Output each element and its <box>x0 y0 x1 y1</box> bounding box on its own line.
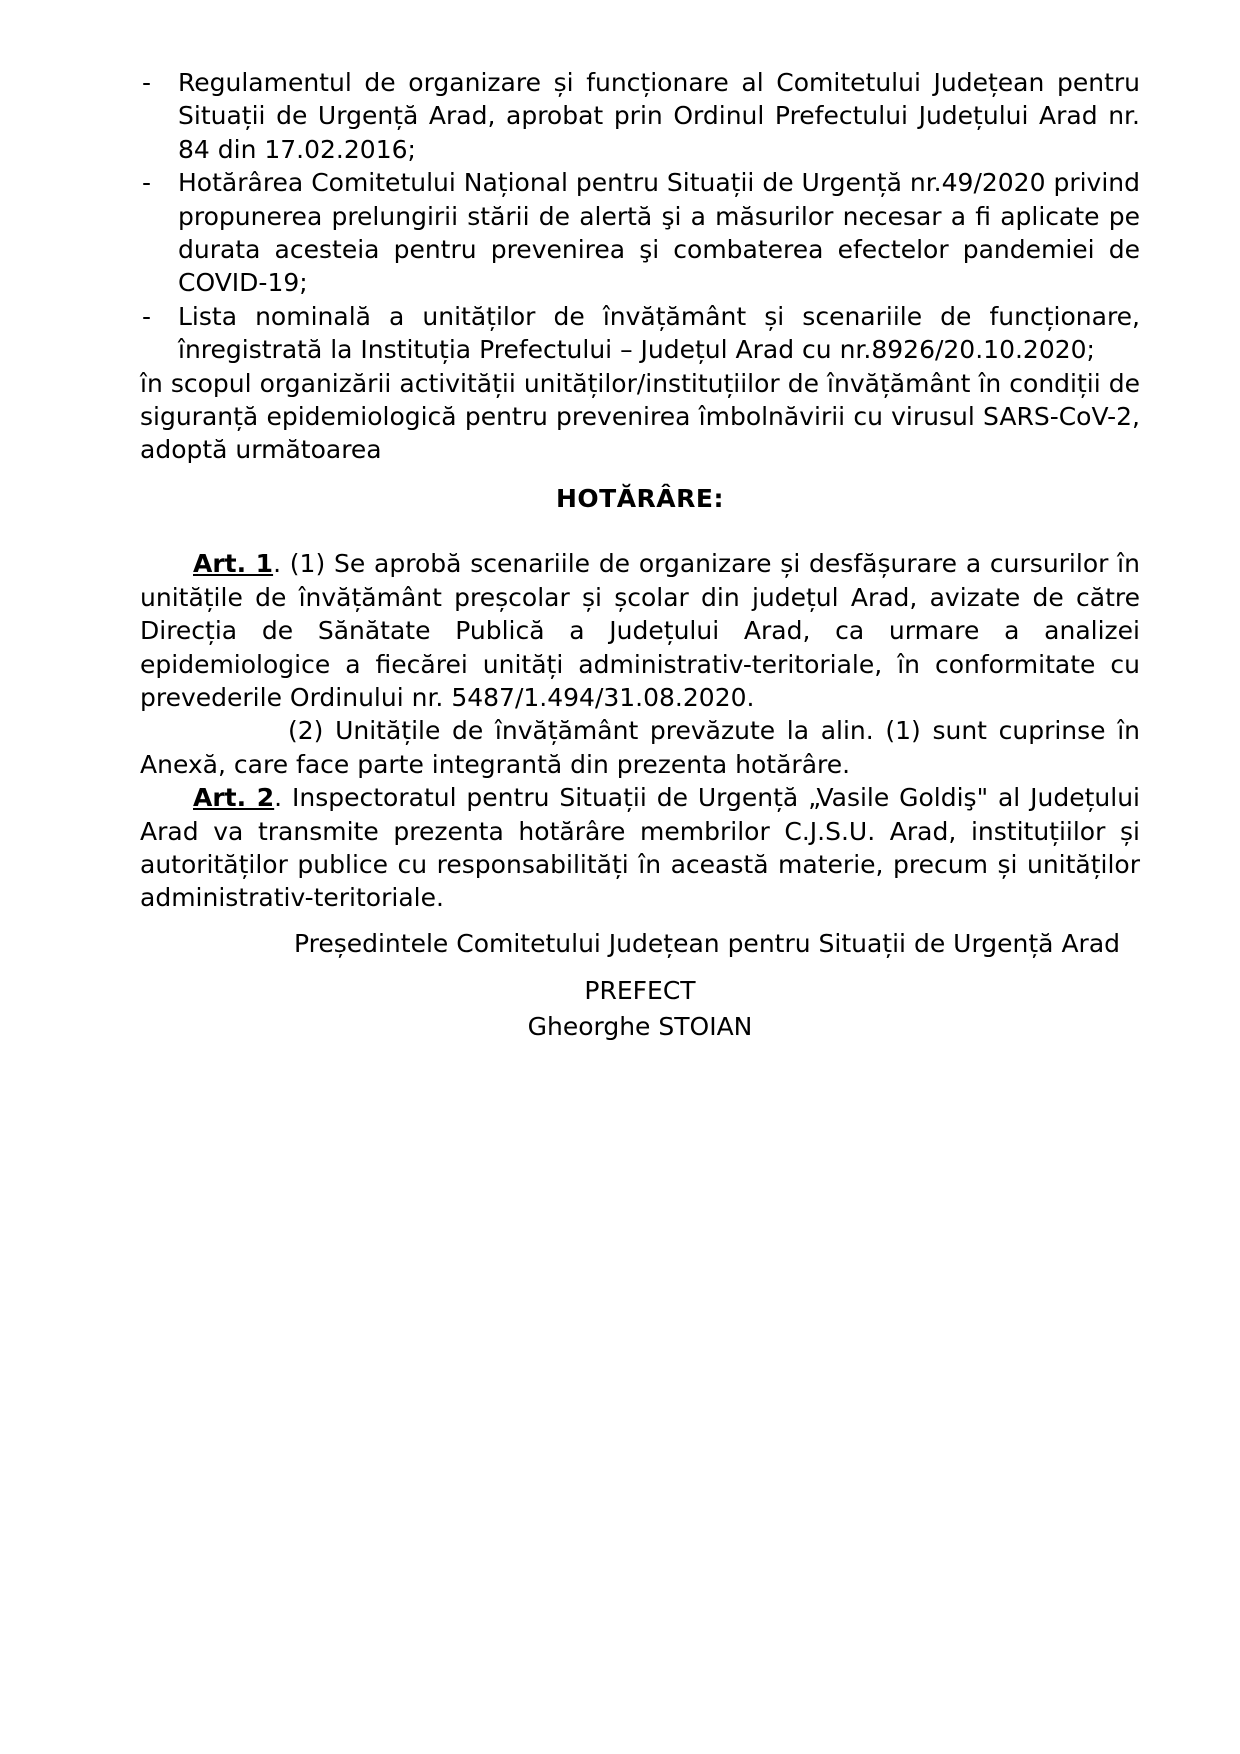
bullet-text: Hotărârea Comitetului Național pentru Situații de Urgență nr.49/2020 privind propunerea prelungirii stării de alertă şi a măsurilor necesar a fi aplicate pe durata acesteia pentru prevenirea şi combaterea efectelor pandemiei de COVID-19; <box>178 168 1140 298</box>
bullet-marker: - <box>142 68 152 97</box>
bullet-list <box>140 66 1140 367</box>
signature-title-line: Președintele Comitetului Județean pentru Situații de Urgență Arad <box>293 928 1121 958</box>
article-2-paragraph <box>140 781 1140 915</box>
list-item <box>140 66 1140 166</box>
bullet-text: Lista nominală a unităților de învățământ și scenariile de funcționare, înregistrată la Instituția Prefectului – Județul Arad cu nr.8926/20.10.2020; <box>178 301 1140 365</box>
signature-name: Gheorghe STOIAN <box>527 1011 753 1041</box>
bullet-marker: - <box>142 301 152 331</box>
list-item <box>140 300 1140 367</box>
article-2-text: . Inspectoratul pentru Situații de Urgență „Vasile Goldiş" al Județului Arad va transmite prezenta hotărâre membrilor C.J.S.U. Arad, instituțiilor și autorităților publice cu responsabilități în această materie, precum și unităților administrativ-teritoriale. <box>140 783 1140 913</box>
decision-heading: HOTĂRÂRE: <box>555 483 724 513</box>
bullet-text: Regulamentul de organizare și funcționare al Comitetului Județean pentru Situații de Urgență Arad, aprobat prin Ordinul Prefectului Județului Arad nr. 84 din 17.02.2016; <box>178 68 1140 164</box>
article-1-alin-2-paragraph: (2) Unitățile de învățământ prevăzute la alin. (1) sunt cuprinse în Anexă, care face parte integrantă din prezenta hotărâre. <box>140 716 1140 779</box>
article-1-label: Art. 1 <box>193 549 274 579</box>
bullet-marker: - <box>142 168 152 198</box>
article-1-text: . (1) Se aprobă scenariile de organizare și desfășurare a cursurilor în unitățile de învățământ preșcolar și școlar din județul Arad, avizate de către Direcția de Sănătate Publică a Județului Arad, ca urmare a analizei epidemiologice a fiecărei unități administrativ-teritoriale, în conformitate cu prevederile Ordinului nr. 5487/1.494/31.08.2020. <box>140 549 1140 712</box>
article-1-paragraph <box>140 547 1140 714</box>
signature-role: PREFECT <box>584 976 696 1006</box>
closing-paragraph: în scopul organizării activității unităților/instituțiilor de învățământ în condiții de siguranță epidemiologică pentru prevenirea îmbolnăvirii cu virusul SARS-CoV-2, adoptă următoarea <box>140 368 1140 465</box>
list-item <box>140 166 1140 300</box>
article-2-label: Art. 2 <box>193 783 275 813</box>
